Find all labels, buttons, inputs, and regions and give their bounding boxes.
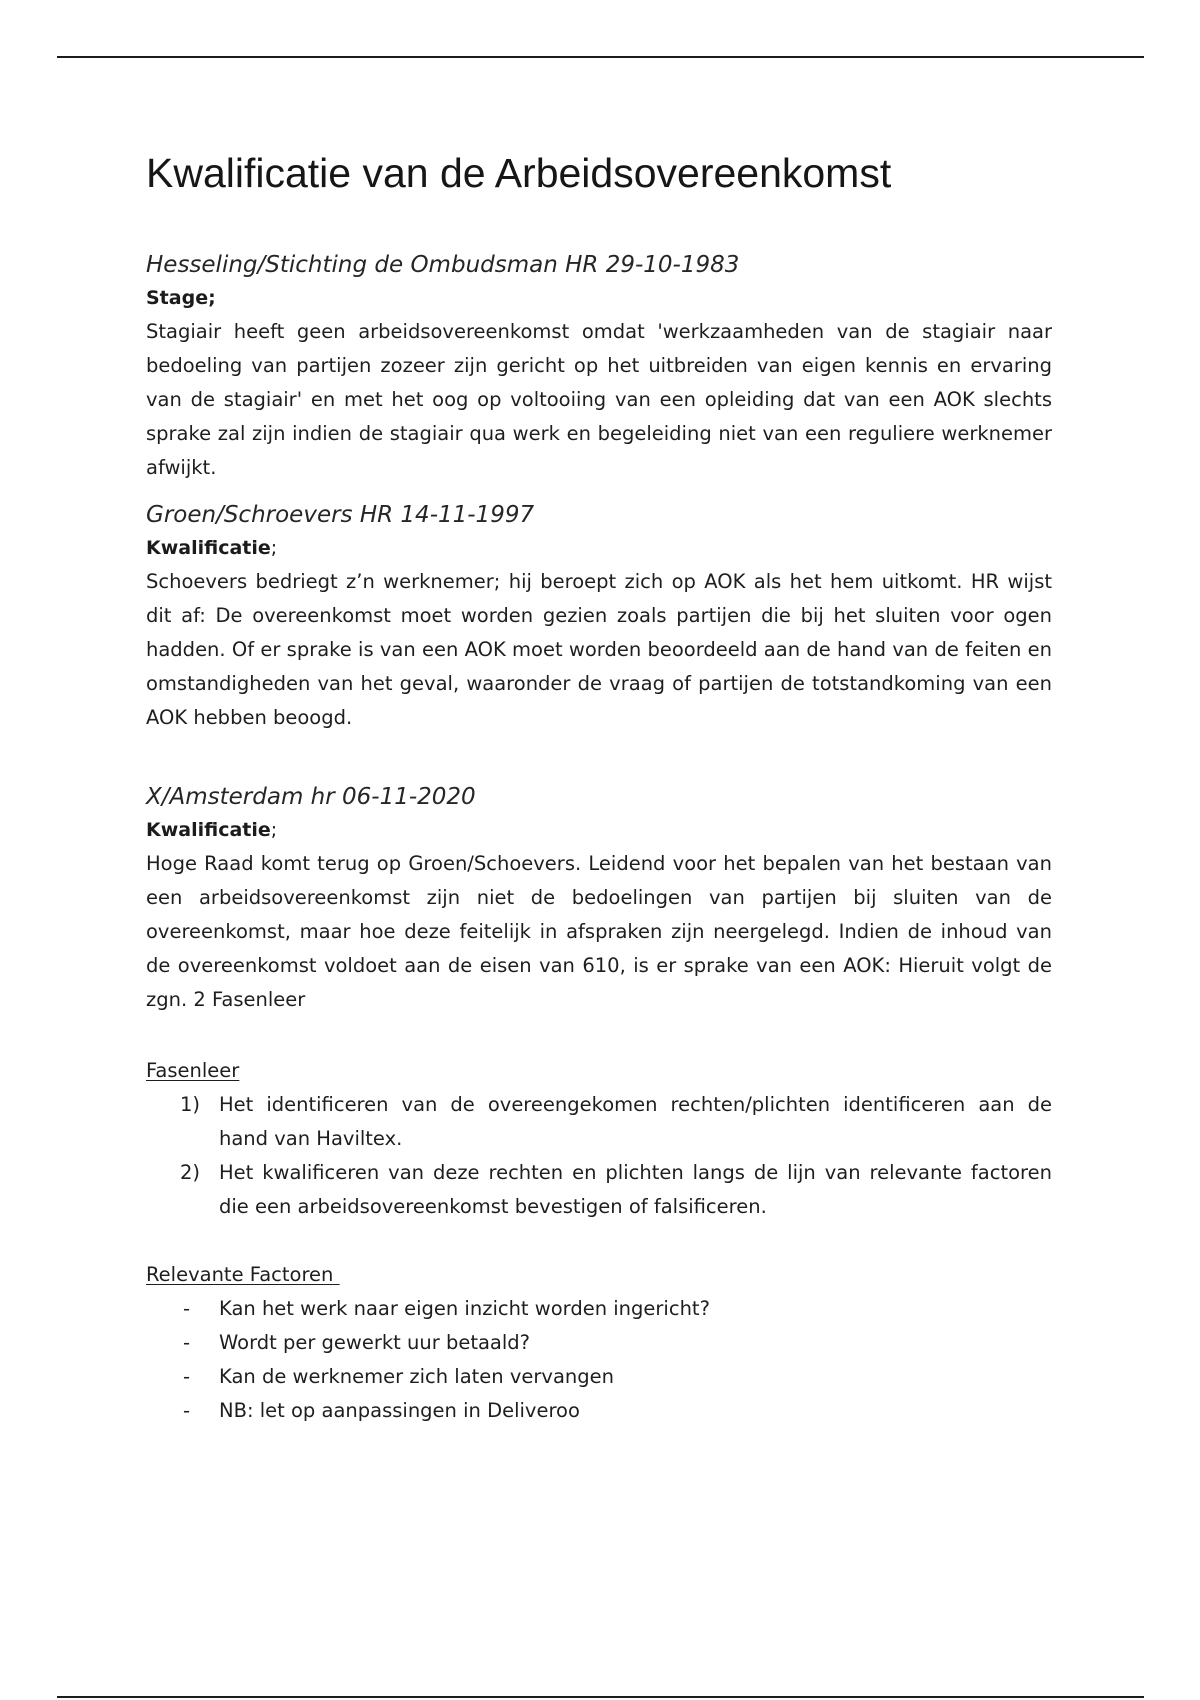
list-item-text: Het kwalificeren van deze rechten en plichten langs de lijn van relevante factoren die een arbeidsovereenkomst bevestigen of falsificeren.: [219, 1161, 1052, 1218]
fasenleer-list: [146, 1088, 1052, 1224]
list-item-text: Het identificeren van de overeengekomen rechten/plichten identificeren aan de hand van Haviltex.: [219, 1093, 1052, 1150]
list-item: [146, 1326, 1052, 1360]
case-heading: X/Amsterdam hr 06-11-2020: [146, 784, 476, 810]
topic-suffix: ;: [270, 537, 278, 559]
list-item-text: NB: let op aanpassingen in Deliveroo: [219, 1399, 580, 1422]
document-title: Kwalificatie van de Arbeidsovereenkomst: [146, 150, 892, 196]
list-marker: -: [183, 1365, 191, 1388]
relevante-factoren-heading: Relevante Factoren: [146, 1263, 340, 1286]
list-item: [146, 1360, 1052, 1394]
list-marker: -: [183, 1331, 191, 1354]
case-topic: [146, 532, 1052, 565]
case-heading: Hesseling/Stichting de Ombudsman HR 29-10-1983: [146, 252, 740, 278]
topic-label: Kwalificatie: [146, 819, 271, 841]
bottom-rule: [57, 1696, 1144, 1698]
list-item-text: Kan het werk naar eigen inzicht worden ingericht?: [219, 1297, 710, 1320]
fasenleer-section: [146, 1054, 1052, 1224]
case-heading: Groen/Schroevers HR 14-11-1997: [146, 502, 535, 528]
case-summary: Stagiair heeft geen arbeidsovereenkomst omdat 'werkzaamheden van de stagiair naar bedoeling van partijen zozeer zijn gericht op het uitbreiden van eigen kennis en ervaring van de stagiair' en met het oog op voltooiing van een opleiding dat van een AOK slechts sprake zal zijn indien de stagiair qua werk en begeleiding niet van een reguliere werknemer afwijkt.: [146, 320, 1052, 479]
relevante-factoren-section: [146, 1258, 1052, 1428]
list-item-text: Kan de werknemer zich laten vervangen: [219, 1365, 614, 1388]
case-x-amsterdam: [146, 780, 1052, 1017]
list-item: [146, 1088, 1052, 1156]
topic-label: Kwalificatie: [146, 537, 271, 559]
relevante-factoren-list: [146, 1292, 1052, 1428]
case-groen-schroevers: [146, 498, 1052, 735]
list-item: [146, 1394, 1052, 1428]
list-item-text: Wordt per gewerkt uur betaald?: [219, 1331, 531, 1354]
topic-label: Stage;: [146, 287, 216, 309]
list-marker: 1): [180, 1093, 201, 1116]
case-topic: [146, 814, 1052, 847]
list-marker: 2): [180, 1161, 201, 1184]
case-topic: [146, 282, 1052, 315]
case-summary: Hoge Raad komt terug op Groen/Schoevers. Leidend voor het bepalen van het bestaan van een arbeidsovereenkomst zijn niet de bedoelingen van partijen bij sluiten van de overeenkomst, maar hoe deze feitelijk in afspraken zijn neergelegd. Indien de inhoud van de overeenkomst voldoet aan de eisen van 610, is er sprake van een AOK: Hieruit volgt de zgn. 2 Fasenleer: [146, 852, 1052, 1011]
case-summary: Schoevers bedriegt z’n werknemer; hij beroept zich op AOK als het hem uitkomt. HR wijst dit af: De overeenkomst moet worden gezien zoals partijen die bij het sluiten voor ogen hadden. Of er sprake is van een AOK moet worden beoordeeld aan de hand van de feiten en omstandigheden van het geval, waaronder de vraag of partijen de totstandkoming van een AOK hebben beoogd.: [146, 570, 1052, 729]
top-rule: [57, 56, 1144, 58]
list-item: [146, 1292, 1052, 1326]
list-marker: -: [183, 1399, 191, 1422]
list-item: [146, 1156, 1052, 1224]
topic-suffix: ;: [270, 819, 278, 841]
fasenleer-heading: Fasenleer: [146, 1059, 240, 1082]
case-hesseling: [146, 248, 1052, 485]
list-marker: -: [183, 1297, 191, 1320]
